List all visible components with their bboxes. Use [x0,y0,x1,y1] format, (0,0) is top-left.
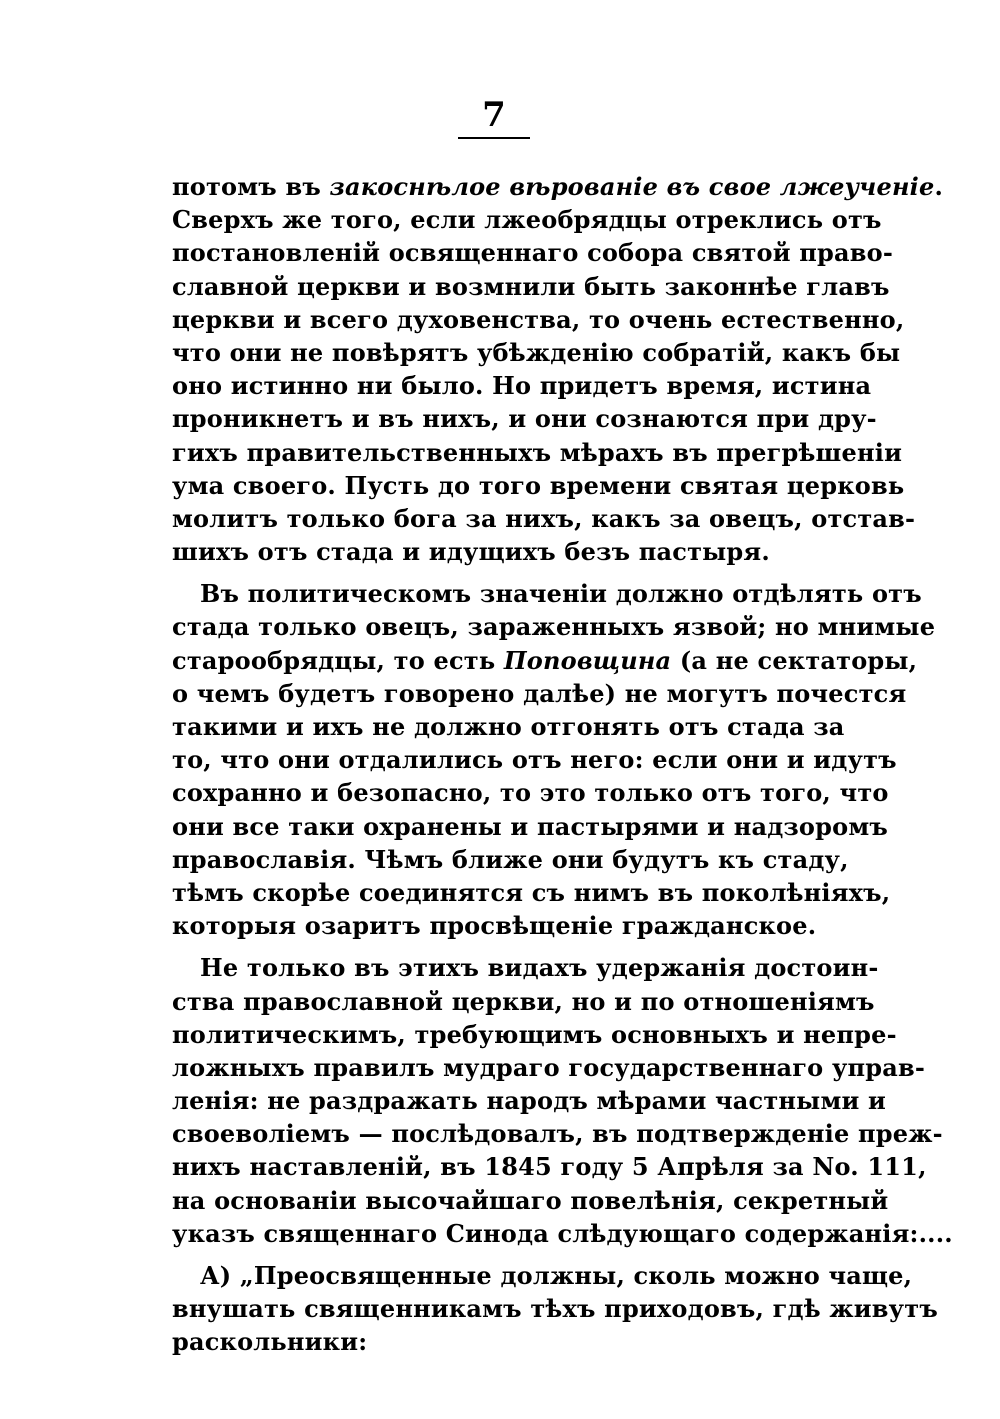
text-line [172,402,877,435]
text-line [172,1150,927,1183]
text-line [172,710,845,743]
text-line [172,170,944,203]
text-line [172,810,888,843]
text-line [172,1184,889,1217]
text-line [172,369,872,402]
text-line [172,1259,913,1292]
text-run: православія. Чѣмъ ближе они будутъ къ стаду, [172,844,849,874]
text-run: нихъ наставленій, въ 1845 году 5 Апрѣля за No. 111, [172,1152,927,1182]
text-run: Сверхъ же того, если лжеобрядцы отреклись отъ [172,205,882,235]
text-line [172,1325,828,1358]
text-run: такими и ихъ не должно отгонять отъ стада за [172,712,845,741]
text-line [172,502,916,535]
text-run: шихъ отъ стада и идущихъ безъ пастыря. [172,537,770,567]
text-line [172,1217,953,1250]
text-run: молитъ только бога за нихъ, какъ за овецъ, отстав- [172,503,916,533]
text-line [172,303,905,336]
text-line [172,743,897,776]
text-run: сохранно и безопасно, то это только отъ того, что [172,778,889,808]
text-run: о чемъ будетъ говорено далѣе) не могутъ почестся [172,678,907,708]
paragraph [172,170,944,568]
text-line [172,876,891,909]
text-run: славной церкви и возмнили быть законнѣе главъ [172,271,890,301]
text-line [172,236,894,269]
text-run: тѣмъ скорѣе соединятся съ нимъ въ поколѣніяхъ, [172,877,891,907]
text-run: гихъ правительственныхъ мѣрахъ въ прегрѣшеніи [172,437,903,467]
text-line [172,1084,887,1117]
text-run: ума своего. Пусть до того времени святая церковь [172,470,905,500]
text-line [172,270,890,303]
text-line [172,843,849,876]
text-run: ленія: не раздражать народъ мѣрами частными и [172,1086,887,1116]
text-run: постановленій освященнаго собора святой право- [172,238,894,268]
text-run: то, что они отдалились отъ него: если они и идутъ [172,745,897,775]
text-line [172,1117,943,1150]
page-number: 7 [482,95,506,135]
text-run: они все таки охранены и пастырями и надзоромъ [172,811,888,841]
paragraph [172,577,936,942]
paragraph [172,951,953,1250]
text-run: что они не повѣрятъ убѣжденію собратій, какъ бы [172,337,901,367]
text-line [172,776,889,809]
text-run: внушать священникамъ тѣхъ приходовъ, гдѣ живутъ [172,1294,938,1324]
text-line [172,1051,926,1084]
text-line [172,909,828,942]
text-line [172,469,905,502]
text-run: потомъ въ [172,172,330,201]
text-run: указъ священнаго Синода слѣдующаго содержанія:.... [172,1218,953,1248]
text-line [172,644,918,677]
text-line [172,203,882,236]
text-line [172,677,907,710]
text-run: А) „Преосвященные должны, сколь можно чаще, [200,1261,913,1290]
text-run: ства православной церкви, но и по отношеніямъ [172,986,875,1016]
text-line [172,436,903,469]
text-run: своеволіемъ — послѣдовалъ, въ подтвержденіе преж- [172,1119,943,1149]
text-line [172,985,875,1018]
italic-text: Поповщина [503,645,672,675]
paragraph-gap [172,568,828,577]
text-line [172,1018,897,1051]
text-line [172,951,879,984]
text-line [172,336,901,369]
text-run: (а не сектаторы, [671,645,918,675]
text-run: раскольники: [172,1327,368,1357]
text-run: церкви и всего духовенства, то очень естественно, [172,304,905,334]
paragraph-gap [172,1250,828,1259]
text-run: политическимъ, требующимъ основныхъ и непре- [172,1019,897,1049]
text-run: проникнетъ и въ нихъ, и они сознаются при дру- [172,404,877,434]
text-line [172,577,922,610]
text-run: Въ политическомъ значеніи должно отдѣлять отъ [200,579,922,609]
text-run: на основаніи высочайшаго повелѣнія, секретный [172,1185,889,1215]
text-run: ложныхъ правилъ мудраго государственнаго управ- [172,1052,926,1082]
text-run: которыя озаритъ просвѣщеніе гражданское. [172,911,817,941]
text-run: оно истинно ни было. Но придетъ время, истина [172,371,872,401]
text-run: стада только овецъ, зараженныхъ язвой; но мнимые [172,612,936,642]
text-line [172,1292,938,1325]
text-line [172,535,828,568]
text-run: . [934,172,944,201]
page-number-rule [458,137,530,139]
italic-text: закоснѣлое вѣрованіе въ свое лжеученіе [329,172,935,201]
paragraph-gap [172,942,828,951]
text-run: Не только въ этихъ видахъ удержанія достоин- [200,953,879,983]
text-run: старообрядцы, то есть [172,645,504,675]
body-text [172,170,953,1359]
text-line [172,610,936,643]
paragraph [172,1259,938,1359]
